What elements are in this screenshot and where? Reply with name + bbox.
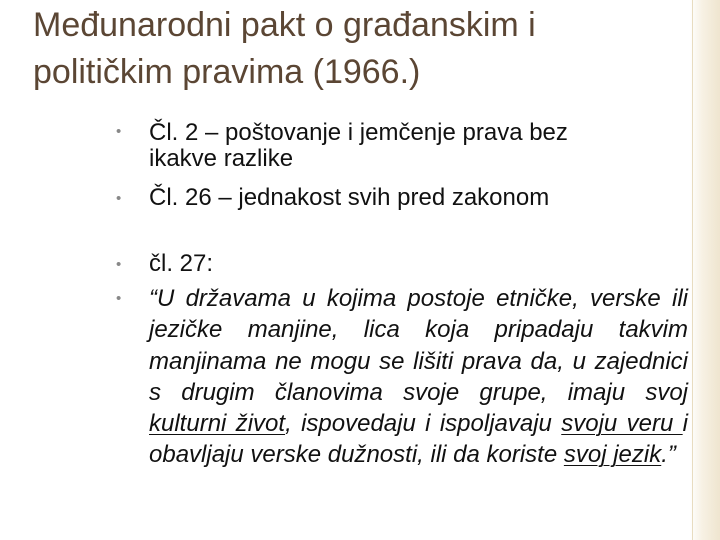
bullet-marker: • — [116, 190, 122, 207]
bullet-marker: • — [116, 123, 122, 140]
bullet-item-2: Čl. 26 – jednakost svih pred zakonom — [149, 184, 550, 211]
quote-text-part-1: “U državama u kojima postoje etničke, verske ili jezičke manjine, lica koja pripadaju takvim manjinama ne mogu se lišiti prava da, u zajednici s drugim članovima svoje grupe, imaju svoj — [149, 285, 688, 406]
decorative-edge-line — [692, 0, 693, 540]
quote-text-part-4: .” — [661, 441, 676, 469]
slide-title — [33, 2, 673, 96]
bullet-item-1-line-1: Čl. 2 – poštovanje i jemčenje prava bez — [149, 119, 568, 146]
quote-underlined-religion: svoju veru — [561, 410, 683, 438]
bullet-item-3: čl. 27: — [149, 250, 214, 277]
quote-text-part-2: , ispovedaju i ispoljavaju — [285, 410, 562, 438]
quote-underlined-language: svoj jezik — [563, 441, 662, 469]
bullet-item-4-quote — [149, 283, 688, 471]
title-line-1: Međunarodni pakt o građanskim i — [33, 6, 536, 44]
decorative-edge — [690, 0, 720, 540]
bullet-marker: • — [116, 256, 122, 273]
quote-text-part-3: i obavljaju verske dužnosti, ili da koriste — [149, 410, 688, 469]
bullet-item-1 — [149, 120, 689, 172]
bullet-item-1-line-2: ikakve razlike — [149, 145, 294, 172]
title-line-2: političkim pravima (1966.) — [33, 53, 421, 91]
quote-underlined-cultural-life: kulturni život — [149, 410, 286, 438]
bullet-marker: • — [116, 290, 122, 307]
